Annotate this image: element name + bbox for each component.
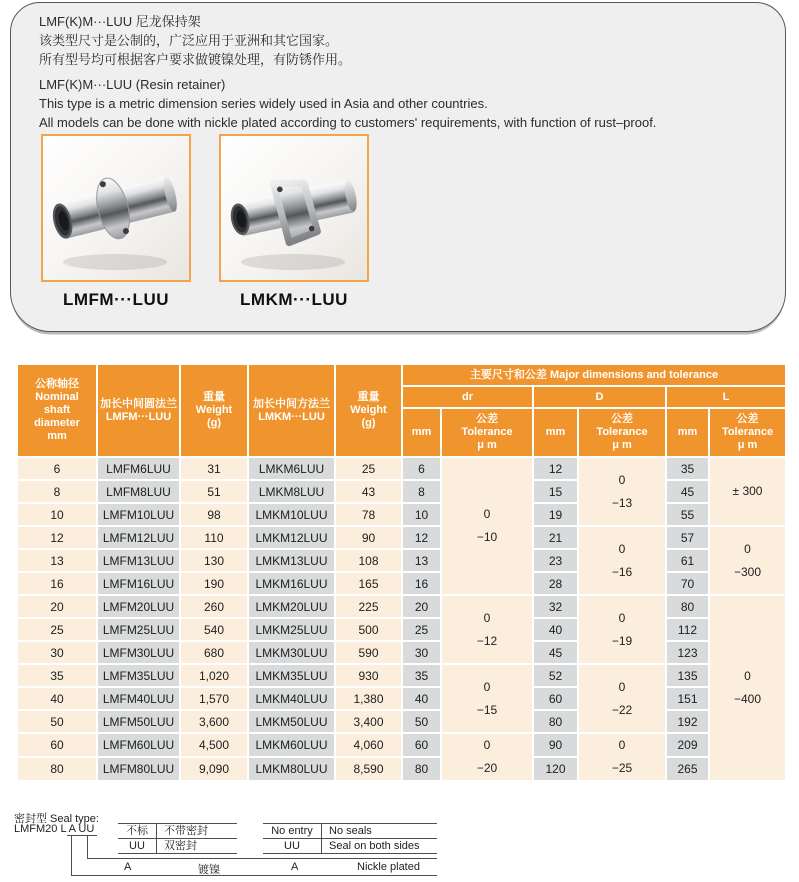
cell-lmkm-weight: 500 xyxy=(335,618,402,641)
cell-lmfm-weight: 190 xyxy=(180,572,248,595)
cell-nominal-diameter: 80 xyxy=(17,757,97,781)
header-D-tolerance: 公差 Tolerance μ m xyxy=(578,408,666,457)
table-row xyxy=(17,733,786,757)
intro-en-title: LMF(K)M···LUU (Resin retainer) xyxy=(39,77,226,92)
header-lmkm-weight: 重量 Weight (g) xyxy=(335,364,402,457)
seal-type-title: 密封型 Seal type: xyxy=(14,813,99,825)
seal-legend xyxy=(14,810,474,882)
cell-L-mm: 123 xyxy=(666,641,709,664)
header-L: L xyxy=(666,386,786,408)
seal-zh-val-uu: 双密封 xyxy=(164,840,197,852)
intro-zh-title: LMF(K)M···LUU 尼龙保持架 xyxy=(39,14,201,29)
cell-D-mm: 23 xyxy=(533,549,578,572)
cell-dr-tolerance: 0 −10 xyxy=(441,457,533,595)
cell-D-tolerance: 0 −22 xyxy=(578,664,666,733)
cell-nominal-diameter: 35 xyxy=(17,664,97,687)
connector-line-a-horizontal xyxy=(71,875,437,876)
cell-L-mm: 80 xyxy=(666,595,709,618)
cell-dr-mm: 40 xyxy=(402,687,441,710)
underline-uu xyxy=(79,835,97,836)
cell-nominal-diameter: 20 xyxy=(17,595,97,618)
cell-nominal-diameter: 50 xyxy=(17,710,97,733)
cell-lmfm-weight: 680 xyxy=(180,641,248,664)
connector-line-uu-vertical xyxy=(87,835,88,859)
cell-lmkm-weight: 930 xyxy=(335,664,402,687)
header-lmfm: 加长中间圆法兰 LMFM···LUU xyxy=(97,364,180,457)
header-nominal-zh: 公称轴径 xyxy=(35,378,79,390)
intro-panel xyxy=(10,2,786,332)
cell-L-mm: 55 xyxy=(666,503,709,526)
header-L-mm: mm xyxy=(666,408,709,457)
cell-D-tolerance: 0 −16 xyxy=(578,526,666,595)
cell-lmfm-model: LMFM25LUU xyxy=(97,618,180,641)
intro-zh-line3: 所有型号均可根据客户要求做镀镍处理，有防锈作用。 xyxy=(39,52,352,67)
cell-lmkm-model: LMKM20LUU xyxy=(248,595,335,618)
cell-lmkm-model: LMKM8LUU xyxy=(248,480,335,503)
cell-dr-mm: 35 xyxy=(402,664,441,687)
cell-lmfm-weight: 4,500 xyxy=(180,733,248,757)
intro-text xyxy=(11,3,785,132)
cell-lmkm-weight: 43 xyxy=(335,480,402,503)
seal-zh-key-noentry: 不标 xyxy=(118,824,157,838)
cell-nominal-diameter: 60 xyxy=(17,733,97,757)
cell-lmkm-weight: 225 xyxy=(335,595,402,618)
cell-D-mm: 28 xyxy=(533,572,578,595)
cell-nominal-diameter: 16 xyxy=(17,572,97,595)
product-label-lmkm: LMKM···LUU xyxy=(240,290,348,309)
seal-zh-val-noentry: 不带密封 xyxy=(164,825,208,837)
table-row xyxy=(17,480,786,503)
cell-L-mm: 265 xyxy=(666,757,709,781)
table-row xyxy=(17,757,786,781)
cell-lmfm-weight: 9,090 xyxy=(180,757,248,781)
cell-lmfm-model: LMFM60LUU xyxy=(97,733,180,757)
cell-dr-mm: 12 xyxy=(402,526,441,549)
cell-L-mm: 35 xyxy=(666,457,709,480)
cell-dr-tolerance: 0 −20 xyxy=(441,733,533,781)
header-dr-mm: mm xyxy=(402,408,441,457)
cell-L-mm: 209 xyxy=(666,733,709,757)
cell-L-tolerance: 0 −300 xyxy=(709,526,786,595)
seal-en-val-uu: Seal on both sides xyxy=(329,840,420,852)
cell-L-mm: 70 xyxy=(666,572,709,595)
cell-nominal-diameter: 40 xyxy=(17,687,97,710)
cell-D-mm: 52 xyxy=(533,664,578,687)
cell-lmkm-model: LMKM6LUU xyxy=(248,457,335,480)
header-nominal: 公称轴径 Nominal shaft diameter mm xyxy=(17,364,97,457)
cell-L-mm: 45 xyxy=(666,480,709,503)
cell-lmfm-weight: 3,600 xyxy=(180,710,248,733)
cell-D-mm: 12 xyxy=(533,457,578,480)
seal-zh-key-uu: UU xyxy=(118,839,157,853)
seal-zh-val-a: 镀镍 xyxy=(198,864,220,876)
cell-lmfm-model: LMFM13LUU xyxy=(97,549,180,572)
cell-lmfm-model: LMFM10LUU xyxy=(97,503,180,526)
cell-L-mm: 112 xyxy=(666,618,709,641)
seal-zh-key-a: A xyxy=(124,861,132,873)
intro-en-line3: All models can be done with nickle plated according to customers' requirements, with function of rust–proof. xyxy=(39,115,657,130)
cell-nominal-diameter: 12 xyxy=(17,526,97,549)
header-L-tolerance: 公差 Tolerance μ m xyxy=(709,408,786,457)
cell-L-mm: 57 xyxy=(666,526,709,549)
table-row xyxy=(17,664,786,687)
cell-lmkm-weight: 8,590 xyxy=(335,757,402,781)
header-lmfm-weight: 重量 Weight (g) xyxy=(180,364,248,457)
cell-lmkm-model: LMKM40LUU xyxy=(248,687,335,710)
cell-lmkm-model: LMKM30LUU xyxy=(248,641,335,664)
underline-a xyxy=(67,835,79,836)
cell-lmkm-model: LMKM80LUU xyxy=(248,757,335,781)
cell-nominal-diameter: 10 xyxy=(17,503,97,526)
bearing-round-flange-icon xyxy=(43,136,189,280)
cell-D-mm: 40 xyxy=(533,618,578,641)
table-row xyxy=(17,549,786,572)
connector-line-uu-horizontal xyxy=(87,858,437,859)
cell-lmkm-model: LMKM12LUU xyxy=(248,526,335,549)
cell-dr-mm: 30 xyxy=(402,641,441,664)
bearing-square-flange-icon xyxy=(221,136,367,280)
seal-en-val-a: Nickle plated xyxy=(357,861,420,873)
cell-nominal-diameter: 8 xyxy=(17,480,97,503)
table-row xyxy=(17,595,786,618)
cell-lmkm-model: LMKM50LUU xyxy=(248,710,335,733)
cell-dr-tolerance: 0 −15 xyxy=(441,664,533,733)
table-row xyxy=(17,526,786,549)
cell-dr-mm: 25 xyxy=(402,618,441,641)
seal-en-val-noentry: No seals xyxy=(329,825,372,837)
cell-D-mm: 90 xyxy=(533,733,578,757)
intro-zh-line2: 该类型尺寸是公制的，广泛应用于亚洲和其它国家。 xyxy=(39,33,339,48)
cell-nominal-diameter: 25 xyxy=(17,618,97,641)
table-row xyxy=(17,618,786,641)
seal-en-key-uu: UU xyxy=(263,839,322,853)
cell-lmfm-model: LMFM40LUU xyxy=(97,687,180,710)
product-photo-round-flange xyxy=(41,134,191,282)
cell-nominal-diameter: 6 xyxy=(17,457,97,480)
cell-lmfm-model: LMFM6LUU xyxy=(97,457,180,480)
cell-lmfm-model: LMFM20LUU xyxy=(97,595,180,618)
cell-D-mm: 21 xyxy=(533,526,578,549)
table-row xyxy=(17,457,786,480)
spec-table-body xyxy=(17,457,786,781)
cell-lmfm-model: LMFM35LUU xyxy=(97,664,180,687)
cell-lmkm-weight: 165 xyxy=(335,572,402,595)
header-lmkm: 加长中间方法兰 LMKM···LUU xyxy=(248,364,335,457)
cell-nominal-diameter: 30 xyxy=(17,641,97,664)
cell-L-tolerance: 0 −400 xyxy=(709,595,786,781)
cell-lmfm-weight: 1,020 xyxy=(180,664,248,687)
product-photo-square-flange xyxy=(219,134,369,282)
cell-lmkm-weight: 4,060 xyxy=(335,733,402,757)
cell-lmkm-model: LMKM10LUU xyxy=(248,503,335,526)
cell-D-mm: 32 xyxy=(533,595,578,618)
cell-lmkm-model: LMKM35LUU xyxy=(248,664,335,687)
cell-dr-mm: 8 xyxy=(402,480,441,503)
table-row xyxy=(17,503,786,526)
header-dr-tolerance: 公差 Tolerance μ m xyxy=(441,408,533,457)
cell-lmfm-weight: 1,570 xyxy=(180,687,248,710)
product-label-lmfm: LMFM···LUU xyxy=(62,290,169,309)
cell-D-mm: 120 xyxy=(533,757,578,781)
cell-D-tolerance: 0 −19 xyxy=(578,595,666,664)
header-D: D xyxy=(533,386,666,408)
cell-L-mm: 151 xyxy=(666,687,709,710)
cell-dr-mm: 6 xyxy=(402,457,441,480)
seal-en-key-noentry: No entry xyxy=(263,824,322,838)
cell-lmkm-model: LMKM60LUU xyxy=(248,733,335,757)
seal-legend-table-en xyxy=(263,823,437,854)
cell-D-mm: 15 xyxy=(533,480,578,503)
cell-L-tolerance: ± 300 xyxy=(709,457,786,526)
cell-D-mm: 45 xyxy=(533,641,578,664)
table-row xyxy=(17,641,786,664)
cell-lmfm-model: LMFM50LUU xyxy=(97,710,180,733)
intro-en-line2: This type is a metric dimension series widely used in Asia and other countries. xyxy=(39,96,488,111)
cell-lmfm-model: LMFM16LUU xyxy=(97,572,180,595)
cell-D-mm: 80 xyxy=(533,710,578,733)
cell-dr-mm: 80 xyxy=(402,757,441,781)
cell-lmkm-weight: 78 xyxy=(335,503,402,526)
cell-lmkm-weight: 25 xyxy=(335,457,402,480)
spec-table xyxy=(16,363,787,782)
cell-L-mm: 135 xyxy=(666,664,709,687)
cell-L-mm: 192 xyxy=(666,710,709,733)
cell-lmfm-model: LMFM80LUU xyxy=(97,757,180,781)
header-D-mm: mm xyxy=(533,408,578,457)
cell-dr-tolerance: 0 −12 xyxy=(441,595,533,664)
cell-lmkm-weight: 1,380 xyxy=(335,687,402,710)
cell-lmkm-weight: 90 xyxy=(335,526,402,549)
cell-D-mm: 19 xyxy=(533,503,578,526)
table-row xyxy=(17,572,786,595)
cell-lmfm-model: LMFM8LUU xyxy=(97,480,180,503)
cell-dr-mm: 16 xyxy=(402,572,441,595)
cell-lmkm-model: LMKM25LUU xyxy=(248,618,335,641)
cell-dr-mm: 20 xyxy=(402,595,441,618)
cell-lmfm-weight: 130 xyxy=(180,549,248,572)
cell-lmkm-weight: 590 xyxy=(335,641,402,664)
cell-dr-mm: 60 xyxy=(402,733,441,757)
cell-D-tolerance: 0 −25 xyxy=(578,733,666,781)
cell-lmfm-weight: 98 xyxy=(180,503,248,526)
cell-lmfm-weight: 110 xyxy=(180,526,248,549)
table-row xyxy=(17,687,786,710)
cell-lmkm-model: LMKM16LUU xyxy=(248,572,335,595)
cell-D-mm: 60 xyxy=(533,687,578,710)
seal-example-code: LMFM20 L A UU xyxy=(14,823,95,835)
cell-nominal-diameter: 13 xyxy=(17,549,97,572)
cell-D-tolerance: 0 −13 xyxy=(578,457,666,526)
cell-lmkm-weight: 3,400 xyxy=(335,710,402,733)
cell-dr-mm: 50 xyxy=(402,710,441,733)
table-row xyxy=(17,710,786,733)
cell-lmkm-weight: 108 xyxy=(335,549,402,572)
seal-en-key-a: A xyxy=(291,861,299,873)
cell-dr-mm: 10 xyxy=(402,503,441,526)
seal-legend-table-zh xyxy=(118,823,237,854)
cell-dr-mm: 13 xyxy=(402,549,441,572)
cell-lmfm-model: LMFM30LUU xyxy=(97,641,180,664)
cell-lmfm-weight: 260 xyxy=(180,595,248,618)
header-major-dimensions: 主要尺寸和公差 Major dimensions and tolerance xyxy=(402,364,786,386)
cell-lmkm-model: LMKM13LUU xyxy=(248,549,335,572)
cell-lmfm-weight: 540 xyxy=(180,618,248,641)
connector-line-a-vertical xyxy=(71,835,72,876)
header-dr: dr xyxy=(402,386,533,408)
cell-lmfm-weight: 31 xyxy=(180,457,248,480)
cell-lmfm-weight: 51 xyxy=(180,480,248,503)
cell-L-mm: 61 xyxy=(666,549,709,572)
cell-lmfm-model: LMFM12LUU xyxy=(97,526,180,549)
